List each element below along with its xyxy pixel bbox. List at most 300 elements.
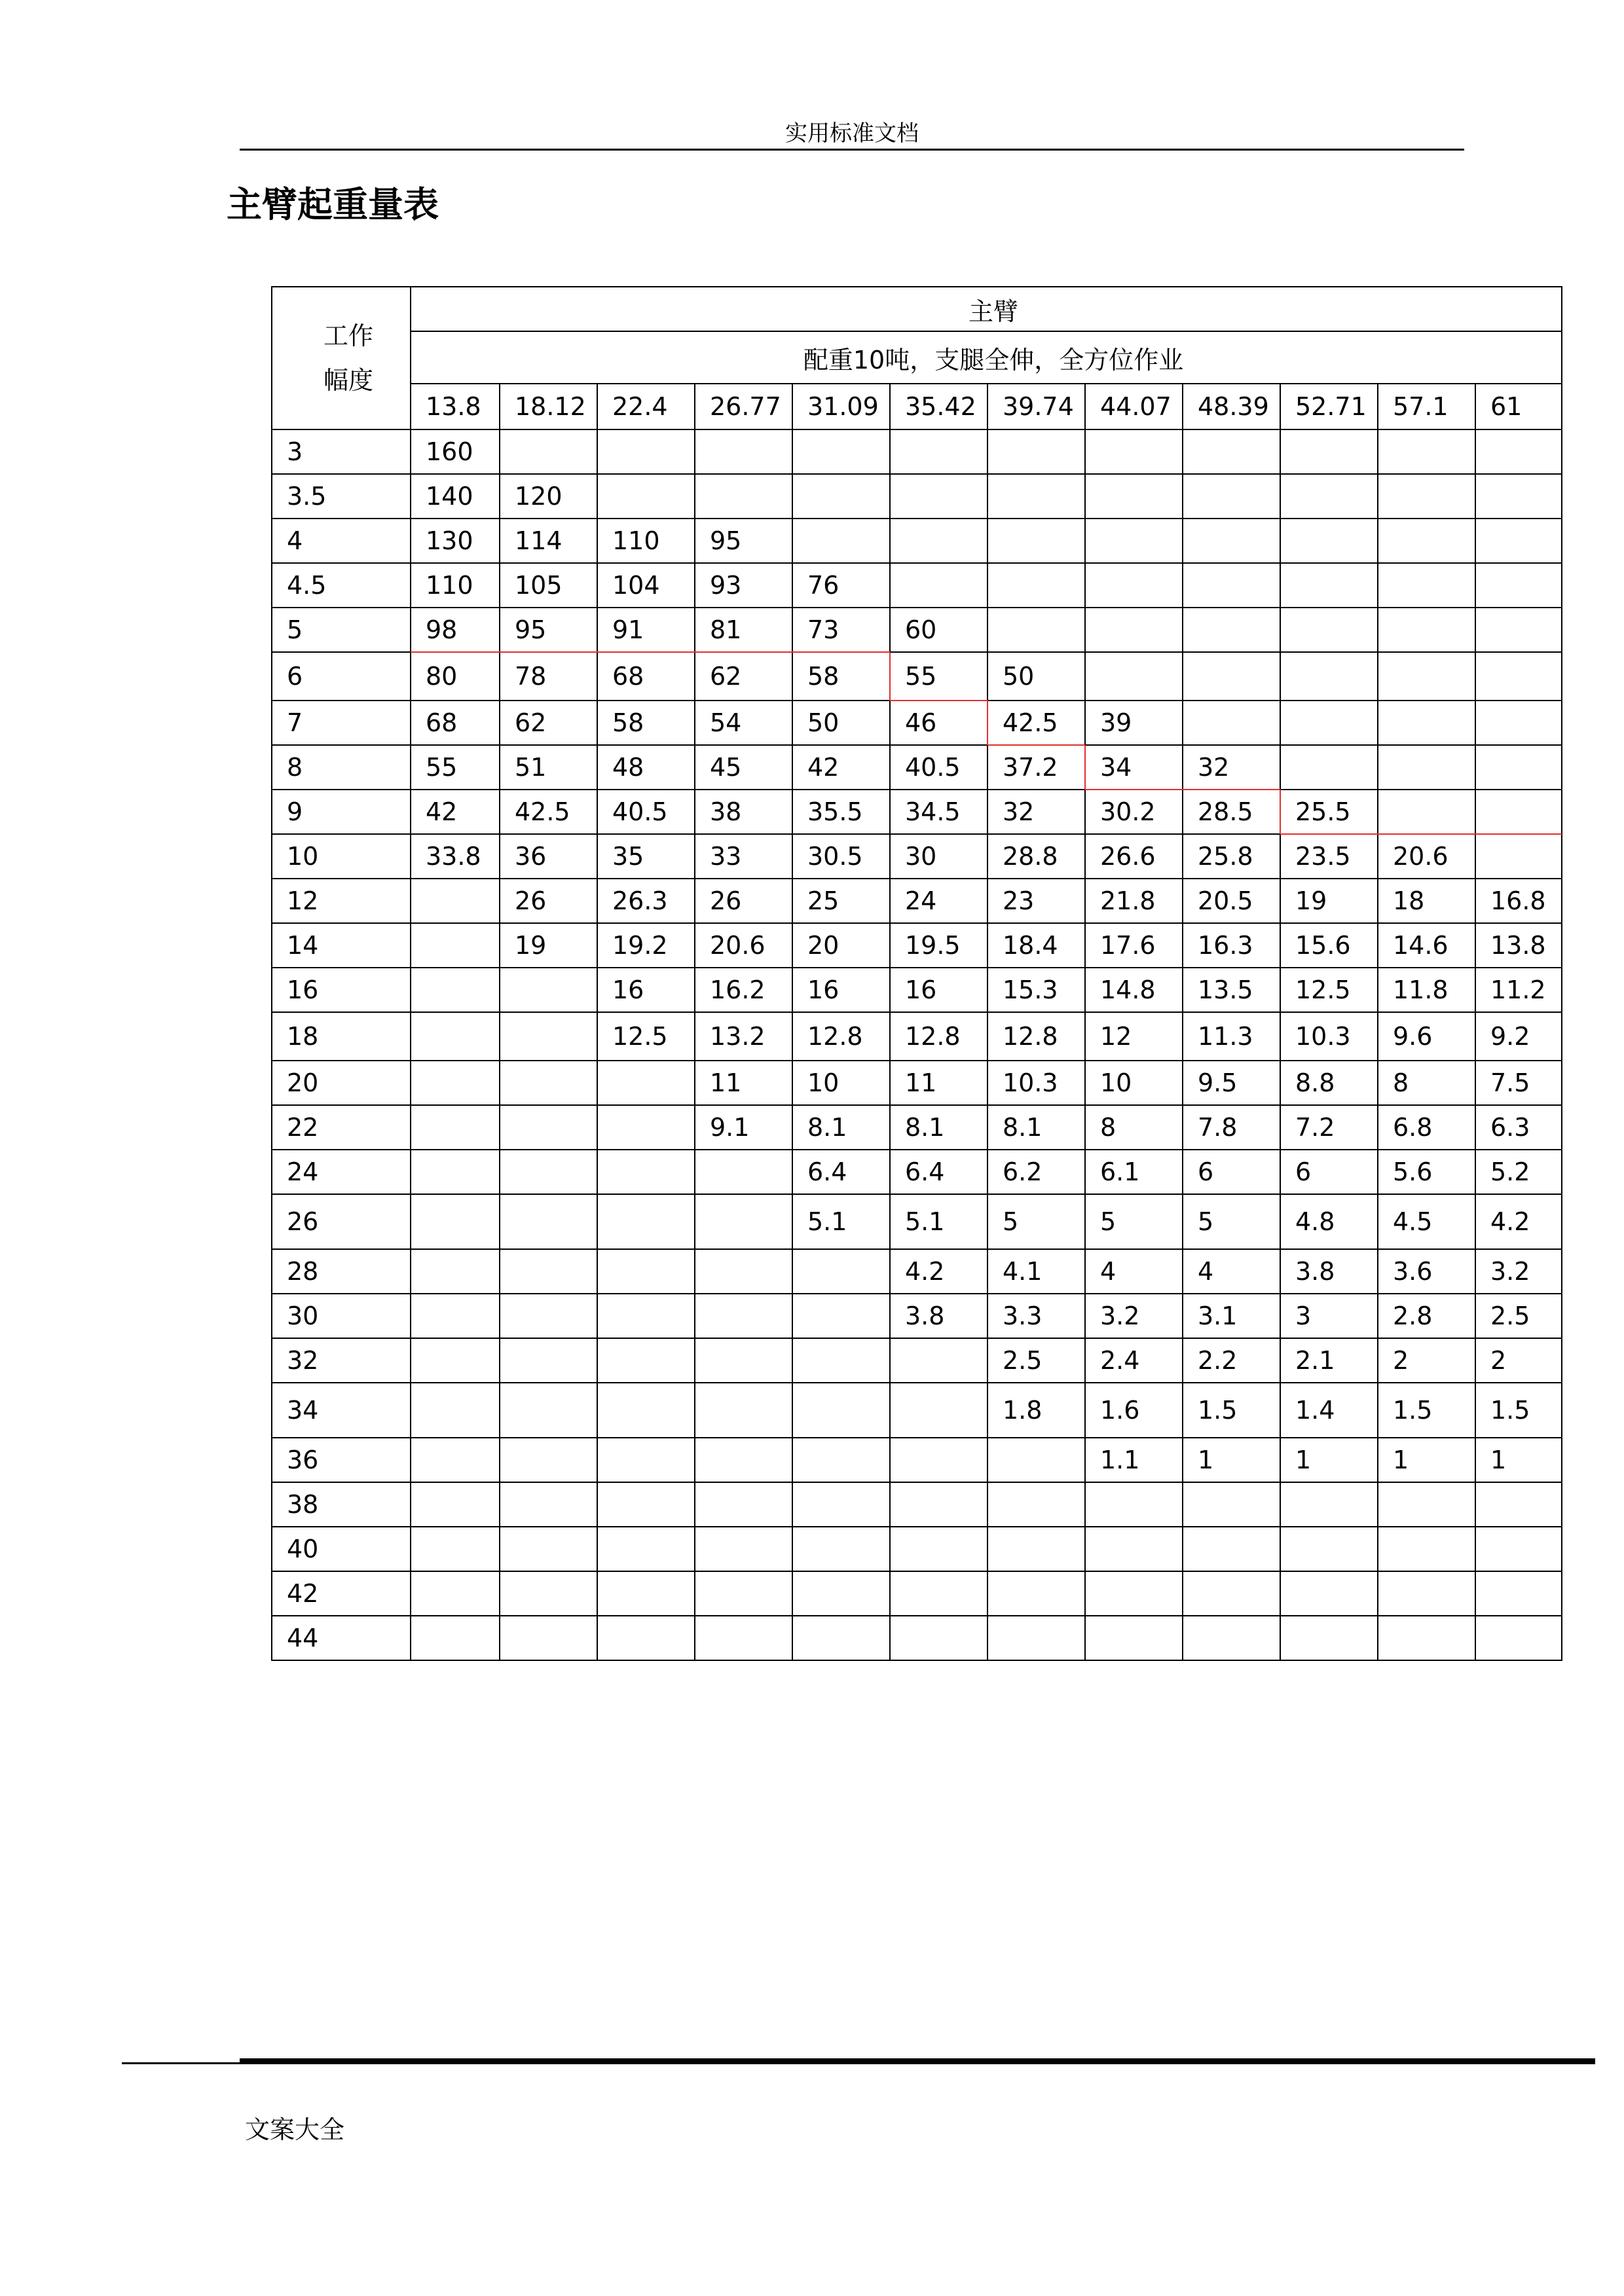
load-cell: 1 [1378, 1438, 1475, 1482]
load-cell [411, 1105, 500, 1150]
load-cell [411, 1194, 500, 1249]
load-cell: 6.4 [792, 1150, 890, 1194]
load-cell: 8 [1085, 1105, 1183, 1150]
radius-cell: 30 [272, 1294, 411, 1338]
table-row [272, 1571, 1562, 1616]
load-cell: 13.2 [695, 1012, 792, 1061]
load-cell: 15.3 [987, 968, 1085, 1012]
load-cell: 20.5 [1183, 879, 1280, 923]
load-cell: 40.5 [597, 790, 695, 834]
load-cell: 42 [411, 790, 500, 834]
load-cell [792, 1249, 890, 1294]
load-cell [597, 1571, 695, 1616]
table-row [272, 1249, 1562, 1294]
load-cell: 76 [792, 563, 890, 608]
load-cell: 19.2 [597, 923, 695, 968]
load-cell: 62 [695, 652, 792, 701]
load-cell [411, 1482, 500, 1527]
load-cell: 8.8 [1280, 1061, 1378, 1105]
load-cell: 3.8 [1280, 1249, 1378, 1294]
table-row [272, 1482, 1562, 1527]
load-cell: 7.8 [1183, 1105, 1280, 1150]
load-cell: 5 [1183, 1194, 1280, 1249]
load-cell: 5 [1085, 1194, 1183, 1249]
radius-cell: 5 [272, 608, 411, 652]
load-cell: 6.3 [1475, 1105, 1562, 1150]
load-cell [792, 1482, 890, 1527]
load-cell: 26 [695, 879, 792, 923]
load-cell: 4.8 [1280, 1194, 1378, 1249]
radius-header-line2: 幅度 [323, 366, 373, 395]
load-cell [597, 1194, 695, 1249]
load-cell [1183, 429, 1280, 474]
footer-rule [240, 2058, 1595, 2064]
load-cell: 25.8 [1183, 834, 1280, 879]
radius-cell: 7 [272, 701, 411, 745]
load-cell [1280, 563, 1378, 608]
load-cell: 81 [695, 608, 792, 652]
load-cell [890, 1616, 987, 1660]
load-cell: 45 [695, 745, 792, 790]
load-cell [1183, 1571, 1280, 1616]
table-row [272, 701, 1562, 745]
load-cell: 13.8 [1475, 923, 1562, 968]
load-cell [597, 1294, 695, 1338]
load-cell: 2.4 [1085, 1338, 1183, 1383]
load-cell: 12 [1085, 1012, 1183, 1061]
load-cell: 68 [411, 701, 500, 745]
load-cell: 30.2 [1085, 790, 1183, 834]
load-cell: 51 [500, 745, 597, 790]
load-cell [1280, 745, 1378, 790]
load-cell [792, 1383, 890, 1438]
load-cell: 6 [1183, 1150, 1280, 1194]
load-cell [1378, 429, 1475, 474]
load-cell [411, 1438, 500, 1482]
load-cell [1378, 1482, 1475, 1527]
load-cell [792, 474, 890, 519]
load-cell [411, 1012, 500, 1061]
load-cell: 2.8 [1378, 1294, 1475, 1338]
load-cell: 91 [597, 608, 695, 652]
load-cell [597, 1061, 695, 1105]
load-cell [695, 1482, 792, 1527]
load-cell: 28.8 [987, 834, 1085, 879]
load-cell: 24 [890, 879, 987, 923]
load-cell [1475, 429, 1562, 474]
radius-cell: 18 [272, 1012, 411, 1061]
load-chart-table [271, 286, 1562, 1661]
table-row [272, 923, 1562, 968]
load-cell: 105 [500, 563, 597, 608]
radius-cell: 4.5 [272, 563, 411, 608]
boom-length-cell: 26.77 [695, 384, 792, 429]
load-cell: 4.2 [890, 1249, 987, 1294]
document-title: 主臂起重量表 [227, 184, 439, 225]
table-row [272, 834, 1562, 879]
load-cell: 5.1 [890, 1194, 987, 1249]
radius-cell: 32 [272, 1338, 411, 1383]
load-cell: 6.2 [987, 1150, 1085, 1194]
load-cell [1183, 701, 1280, 745]
load-cell [500, 1482, 597, 1527]
load-cell [500, 1105, 597, 1150]
load-cell: 95 [695, 519, 792, 563]
load-cell [695, 474, 792, 519]
load-cell [597, 1527, 695, 1571]
load-cell: 2.5 [1475, 1294, 1562, 1338]
load-cell: 12.5 [597, 1012, 695, 1061]
load-cell [500, 1571, 597, 1616]
load-cell [1378, 1616, 1475, 1660]
load-cell [987, 1616, 1085, 1660]
load-cell: 13.5 [1183, 968, 1280, 1012]
load-cell [1378, 701, 1475, 745]
load-cell: 32 [987, 790, 1085, 834]
load-cell: 28.5 [1183, 790, 1280, 834]
load-cell [411, 1150, 500, 1194]
load-cell: 11.3 [1183, 1012, 1280, 1061]
load-cell [695, 1294, 792, 1338]
load-cell [597, 429, 695, 474]
table-row [272, 474, 1562, 519]
table-row [272, 608, 1562, 652]
load-cell: 104 [597, 563, 695, 608]
load-cell [597, 1616, 695, 1660]
load-cell [500, 1061, 597, 1105]
load-cell [792, 1571, 890, 1616]
load-cell [987, 1438, 1085, 1482]
load-cell [500, 1438, 597, 1482]
load-cell [890, 563, 987, 608]
load-cell: 18 [1378, 879, 1475, 923]
load-cell: 30 [890, 834, 987, 879]
load-cell: 14.6 [1378, 923, 1475, 968]
load-cell [695, 1150, 792, 1194]
load-cell: 42 [792, 745, 890, 790]
load-cell [1475, 652, 1562, 701]
load-cell: 26 [500, 879, 597, 923]
radius-cell: 4 [272, 519, 411, 563]
load-cell [1475, 474, 1562, 519]
load-cell [695, 429, 792, 474]
load-cell [1280, 519, 1378, 563]
load-cell: 20.6 [695, 923, 792, 968]
radius-header-cell [272, 287, 411, 429]
load-cell: 2.5 [987, 1338, 1085, 1383]
load-cell: 17.6 [1085, 923, 1183, 968]
table-row [272, 879, 1562, 923]
radius-cell: 28 [272, 1249, 411, 1294]
load-cell: 110 [597, 519, 695, 563]
table-row [272, 1616, 1562, 1660]
load-cell [695, 1571, 792, 1616]
load-cell: 2.2 [1183, 1338, 1280, 1383]
load-cell: 62 [500, 701, 597, 745]
load-cell [1475, 790, 1562, 834]
load-cell [1378, 1527, 1475, 1571]
boom-header: 主臂 [411, 287, 1562, 331]
load-cell [1378, 519, 1475, 563]
load-cell [695, 1194, 792, 1249]
load-cell [1183, 652, 1280, 701]
load-cell: 10 [792, 1061, 890, 1105]
load-cell [1183, 519, 1280, 563]
load-cell: 5.6 [1378, 1150, 1475, 1194]
load-cell: 54 [695, 701, 792, 745]
load-cell [500, 1249, 597, 1294]
load-cell [987, 519, 1085, 563]
load-cell [411, 1338, 500, 1383]
load-cell: 80 [411, 652, 500, 701]
load-cell: 1.6 [1085, 1383, 1183, 1438]
load-cell: 19 [1280, 879, 1378, 923]
load-cell [1378, 790, 1475, 834]
load-cell [1280, 608, 1378, 652]
load-cell: 6.8 [1378, 1105, 1475, 1150]
load-cell [597, 1105, 695, 1150]
load-cell [500, 968, 597, 1012]
radius-cell: 26 [272, 1194, 411, 1249]
table-row [272, 429, 1562, 474]
load-cell [411, 1616, 500, 1660]
table-row [272, 790, 1562, 834]
load-cell [890, 1383, 987, 1438]
load-cell [1280, 1616, 1378, 1660]
load-cell [890, 1338, 987, 1383]
table-row [272, 563, 1562, 608]
load-cell [792, 519, 890, 563]
load-cell: 3.2 [1085, 1294, 1183, 1338]
load-cell [1475, 701, 1562, 745]
load-cell: 20 [792, 923, 890, 968]
load-cell [792, 1527, 890, 1571]
load-cell: 110 [411, 563, 500, 608]
load-cell: 3 [1280, 1294, 1378, 1338]
load-cell: 39 [1085, 701, 1183, 745]
load-cell: 25.5 [1280, 790, 1378, 834]
load-cell: 11.8 [1378, 968, 1475, 1012]
load-cell [987, 474, 1085, 519]
load-cell: 3.8 [890, 1294, 987, 1338]
table-row [272, 1012, 1562, 1061]
load-cell [597, 1383, 695, 1438]
load-cell: 33 [695, 834, 792, 879]
load-cell: 6 [1280, 1150, 1378, 1194]
radius-cell: 24 [272, 1150, 411, 1194]
load-cell [1085, 519, 1183, 563]
load-cell: 114 [500, 519, 597, 563]
load-cell: 58 [597, 701, 695, 745]
load-cell [1085, 1527, 1183, 1571]
load-cell [500, 1383, 597, 1438]
load-cell: 35 [597, 834, 695, 879]
load-cell: 9.2 [1475, 1012, 1562, 1061]
load-cell [597, 1249, 695, 1294]
load-cell [500, 1150, 597, 1194]
load-cell [1475, 1527, 1562, 1571]
load-cell [500, 1194, 597, 1249]
load-cell: 30.5 [792, 834, 890, 879]
load-cell: 33.8 [411, 834, 500, 879]
load-cell [890, 474, 987, 519]
load-cell [1378, 745, 1475, 790]
load-cell: 19.5 [890, 923, 987, 968]
load-cell: 16.2 [695, 968, 792, 1012]
load-cell [890, 1571, 987, 1616]
load-cell: 3.2 [1475, 1249, 1562, 1294]
load-cell [1085, 563, 1183, 608]
load-cell: 78 [500, 652, 597, 701]
boom-length-cell: 39.74 [987, 384, 1085, 429]
load-cell: 42.5 [987, 701, 1085, 745]
load-cell [1085, 1571, 1183, 1616]
radius-cell: 44 [272, 1616, 411, 1660]
load-cell [1085, 1482, 1183, 1527]
page-header-text: 实用标准文档 [785, 120, 919, 147]
load-cell: 19 [500, 923, 597, 968]
load-cell: 21.8 [1085, 879, 1183, 923]
load-cell [597, 1150, 695, 1194]
radius-cell: 34 [272, 1383, 411, 1438]
load-cell: 23 [987, 879, 1085, 923]
load-cell: 16 [890, 968, 987, 1012]
load-cell [1378, 563, 1475, 608]
load-cell: 8 [1378, 1061, 1475, 1105]
table-row [272, 968, 1562, 1012]
radius-cell: 38 [272, 1482, 411, 1527]
table-row [272, 1294, 1562, 1338]
load-cell: 1.5 [1378, 1383, 1475, 1438]
radius-cell: 36 [272, 1438, 411, 1482]
load-cell: 12.8 [792, 1012, 890, 1061]
load-cell: 1.1 [1085, 1438, 1183, 1482]
load-cell [1378, 652, 1475, 701]
load-cell [1183, 474, 1280, 519]
radius-cell: 3.5 [272, 474, 411, 519]
load-cell [1475, 1482, 1562, 1527]
table-row [272, 1338, 1562, 1383]
load-cell: 9.5 [1183, 1061, 1280, 1105]
load-cell [987, 1527, 1085, 1571]
load-cell [890, 519, 987, 563]
load-cell [792, 1616, 890, 1660]
load-cell: 4 [1085, 1249, 1183, 1294]
radius-cell: 3 [272, 429, 411, 474]
load-cell: 4.2 [1475, 1194, 1562, 1249]
load-cell [1280, 701, 1378, 745]
load-cell: 130 [411, 519, 500, 563]
load-cell [411, 1061, 500, 1105]
boom-length-cell: 52.71 [1280, 384, 1378, 429]
load-cell [695, 1338, 792, 1383]
load-cell [500, 1012, 597, 1061]
load-cell [1280, 1527, 1378, 1571]
load-cell: 1 [1475, 1438, 1562, 1482]
load-cell [695, 1249, 792, 1294]
load-cell [792, 1338, 890, 1383]
load-cell [597, 474, 695, 519]
load-cell [411, 1571, 500, 1616]
load-cell: 34.5 [890, 790, 987, 834]
load-cell: 1 [1280, 1438, 1378, 1482]
load-cell: 50 [987, 652, 1085, 701]
load-cell [500, 1338, 597, 1383]
load-cell [1085, 608, 1183, 652]
table-row [272, 1150, 1562, 1194]
load-cell: 1.8 [987, 1383, 1085, 1438]
load-cell [987, 429, 1085, 474]
boom-length-cell: 31.09 [792, 384, 890, 429]
load-cell [500, 429, 597, 474]
load-cell: 12.8 [987, 1012, 1085, 1061]
load-cell [597, 1438, 695, 1482]
load-cell: 1.5 [1183, 1383, 1280, 1438]
load-cell [695, 1383, 792, 1438]
load-cell [1183, 608, 1280, 652]
load-cell: 32 [1183, 745, 1280, 790]
load-cell [890, 429, 987, 474]
load-cell [411, 1383, 500, 1438]
table-row [272, 745, 1562, 790]
load-cell [1475, 563, 1562, 608]
boom-length-cell: 57.1 [1378, 384, 1475, 429]
load-cell [1475, 1616, 1562, 1660]
load-cell [500, 1294, 597, 1338]
load-cell: 14.8 [1085, 968, 1183, 1012]
load-cell [1085, 652, 1183, 701]
table-row [272, 1527, 1562, 1571]
load-cell: 5.2 [1475, 1150, 1562, 1194]
table-row [272, 1438, 1562, 1482]
radius-cell: 10 [272, 834, 411, 879]
radius-cell: 40 [272, 1527, 411, 1571]
load-cell [1475, 745, 1562, 790]
load-cell: 10 [1085, 1061, 1183, 1105]
load-cell [890, 1482, 987, 1527]
load-cell [1378, 474, 1475, 519]
load-cell: 11 [695, 1061, 792, 1105]
load-cell: 98 [411, 608, 500, 652]
load-cell [1475, 1571, 1562, 1616]
footer-rule-thin [122, 2062, 240, 2064]
load-cell: 6.4 [890, 1150, 987, 1194]
load-cell [500, 1616, 597, 1660]
load-cell [1475, 608, 1562, 652]
boom-length-cell: 22.4 [597, 384, 695, 429]
load-cell [1280, 1482, 1378, 1527]
load-cell: 26.3 [597, 879, 695, 923]
load-cell [411, 1294, 500, 1338]
boom-length-cell: 18.12 [500, 384, 597, 429]
load-cell [597, 1482, 695, 1527]
load-cell [411, 968, 500, 1012]
load-cell [1085, 474, 1183, 519]
load-cell [1280, 474, 1378, 519]
load-cell: 3.3 [987, 1294, 1085, 1338]
boom-length-cell: 61 [1475, 384, 1562, 429]
load-cell: 11.2 [1475, 968, 1562, 1012]
radius-cell: 8 [272, 745, 411, 790]
load-cell: 8.1 [792, 1105, 890, 1150]
load-cell [1085, 429, 1183, 474]
load-cell [792, 1294, 890, 1338]
page-footer-text: 文案大全 [245, 2115, 345, 2144]
load-cell [411, 923, 500, 968]
load-cell [500, 1527, 597, 1571]
load-cell: 1 [1183, 1438, 1280, 1482]
load-cell [890, 1438, 987, 1482]
